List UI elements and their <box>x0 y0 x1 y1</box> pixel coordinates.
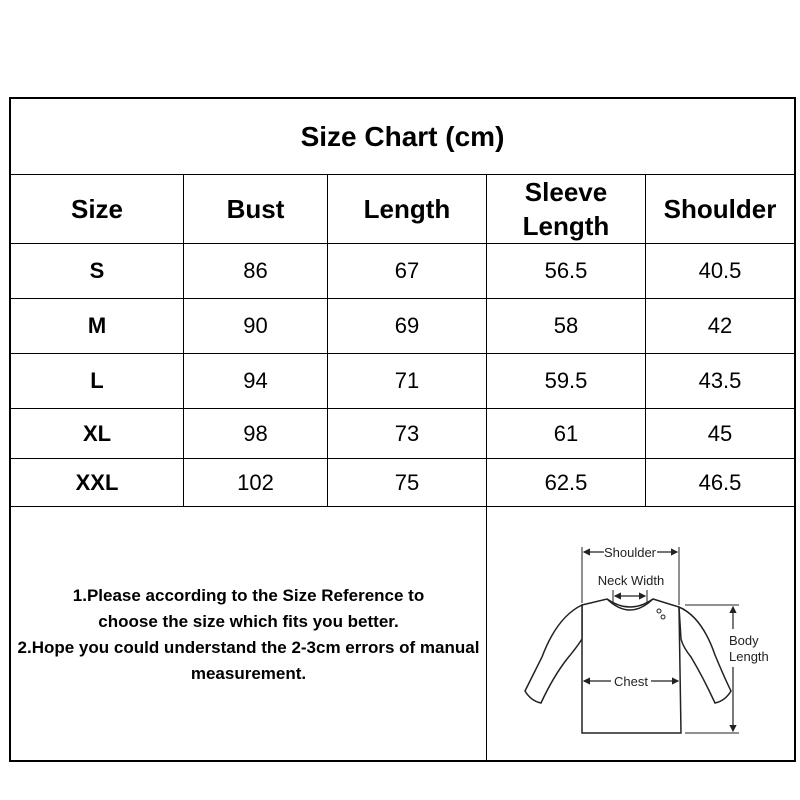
note-line-1: 1.Please according to the Size Reference to choose the size which fits you better. <box>72 585 425 631</box>
length-cell: 71 <box>394 368 420 393</box>
chart-title: Size Chart (cm) <box>300 120 505 152</box>
column-header-length: Length <box>363 194 451 224</box>
sleeve-length-cell: 61 <box>553 420 579 446</box>
sleeve-length-cell: 62.5 <box>544 469 588 495</box>
note-line-2: 2.Hope you could understand the 2-3cm errors of manual measurement. <box>17 637 480 683</box>
bust-cell: 90 <box>243 313 268 338</box>
column-header-shoulder: Shoulder <box>663 194 777 224</box>
sleeve-length-cell: 56.5 <box>544 258 588 283</box>
column-header-size: Size <box>70 194 124 224</box>
size-cell: M <box>87 313 107 338</box>
bust-cell: 98 <box>243 420 268 446</box>
body-length-label-line1: Body <box>729 633 759 648</box>
shoulder-cell: 42 <box>707 313 733 338</box>
length-cell: 75 <box>394 469 420 495</box>
bust-cell: 94 <box>243 368 268 393</box>
shoulder-cell: 43.5 <box>698 368 742 393</box>
shoulder-label: Shoulder <box>603 545 657 560</box>
shoulder-cell: 40.5 <box>698 258 742 283</box>
size-cell: XL <box>82 420 112 446</box>
size-chart <box>9 97 796 762</box>
bust-cell: 102 <box>237 469 274 495</box>
sweater-diagram-icon <box>487 507 794 762</box>
bust-cell: 86 <box>243 258 268 283</box>
shoulder-cell: 46.5 <box>698 469 742 495</box>
length-cell: 73 <box>394 420 420 446</box>
chest-label: Chest <box>614 674 648 689</box>
neck-width-label: Neck Width <box>597 573 665 588</box>
sleeve-length-cell: 59.5 <box>544 368 588 393</box>
size-cell: XXL <box>75 469 119 495</box>
sleeve-length-cell: 58 <box>553 313 579 338</box>
shoulder-cell: 45 <box>707 420 733 446</box>
measurement-diagram <box>487 507 794 762</box>
column-header-bust: Bust <box>226 194 285 224</box>
length-cell: 69 <box>394 313 420 338</box>
column-header-sleeve-length: Sleeve Length <box>522 177 610 241</box>
length-cell: 67 <box>394 258 420 283</box>
size-cell: L <box>90 368 104 393</box>
body-length-label-line2: Length <box>729 649 769 664</box>
size-notes <box>11 507 486 762</box>
size-cell: S <box>89 258 105 283</box>
